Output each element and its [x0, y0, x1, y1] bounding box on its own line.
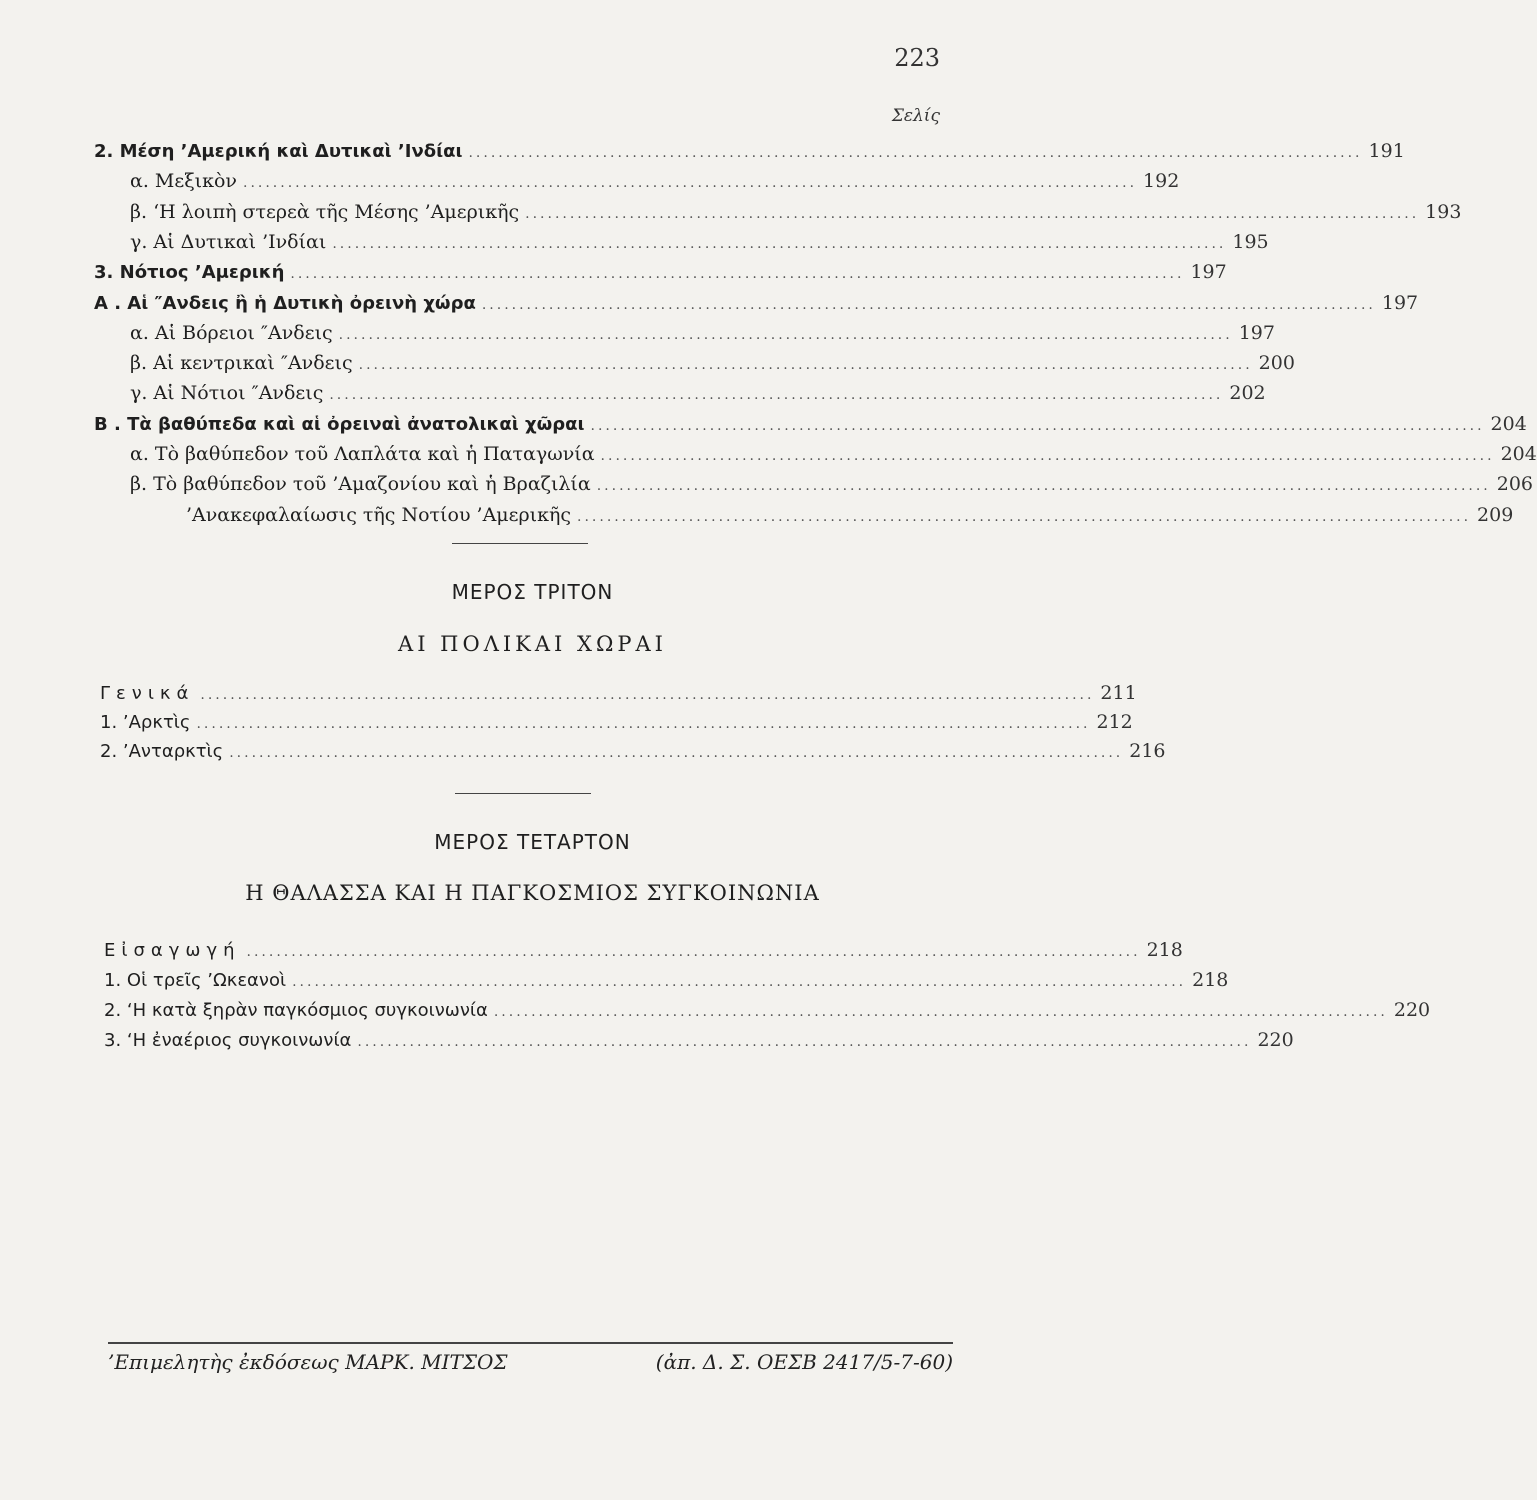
toc-entry — [130, 166, 1180, 196]
toc-entry — [100, 707, 1133, 737]
toc-entry-label: 2. ’Ανταρκτὶς — [100, 741, 224, 762]
dot-leader: ........................................................................................................................ — [229, 745, 1124, 761]
part-three-section-title: ΑΙ ΠΟΛΙΚΑΙ ΧΩΡΑΙ — [398, 632, 667, 656]
divider — [452, 543, 588, 544]
toc-entry-page: 200 — [1258, 352, 1295, 375]
dot-leader: ........................................................................................................................ — [290, 266, 1185, 283]
toc-entry-label: β. Αἱ κεντρικαὶ ″Ανδεις — [130, 352, 353, 375]
dot-leader: ........................................................................................................................ — [200, 687, 1095, 703]
toc-entry-page: 192 — [1143, 170, 1180, 193]
toc-entry — [130, 318, 1275, 348]
dot-leader: ........................................................................................................................ — [338, 326, 1233, 343]
toc-entry — [94, 409, 1527, 439]
dot-leader: ........................................................................................................................ — [493, 1004, 1388, 1020]
toc-entry — [186, 500, 1514, 530]
toc-entry-label: α. Μεξικὸν — [130, 170, 237, 193]
dot-leader: ........................................................................................................................ — [525, 205, 1420, 222]
toc-entry-page: 197 — [1190, 261, 1227, 284]
toc-entry-page: 218 — [1192, 969, 1229, 991]
toc-entry — [94, 136, 1405, 166]
dot-leader: ........................................................................................................................ — [468, 145, 1363, 161]
toc-entry-label: 1. ’Αρκτὶς — [100, 712, 191, 733]
toc-entry-page: 193 — [1425, 200, 1462, 223]
toc-entry — [100, 678, 1137, 708]
part-four-section-title: Η ΘΑΛΑΣΣΑ ΚΑΙ Η ΠΑΓΚΟΣΜΙΟΣ ΣΥΓΚΟΙΝΩΝΙΑ — [245, 881, 820, 905]
toc-entry — [130, 439, 1537, 469]
toc-entry-label: 2. Μέση ’Αμερική καὶ Δυτικαὶ ’Ινδίαι — [94, 141, 463, 162]
toc-entry-label: Β . Τὰ βαθύπεδα καὶ αἱ ὀρειναὶ ἀνατολικαὶ χῶραι — [94, 413, 585, 435]
toc-entry-page: 195 — [1232, 230, 1269, 253]
toc-entry-label: 3. ‘Η ἐναέριος συγκοινωνία — [104, 1030, 352, 1051]
approval-note: (ἀπ. Δ. Σ. ΟΕΣΒ 2417/5-7-60) — [655, 1350, 953, 1374]
dot-leader: ........................................................................................................................ — [577, 508, 1472, 525]
toc-entry-page: 212 — [1096, 711, 1133, 733]
toc-entry-label: Εἰσαγωγή — [104, 940, 241, 961]
dot-leader: ........................................................................................................................ — [590, 417, 1485, 434]
column-header: Σελίς — [891, 106, 940, 126]
dot-leader: ........................................................................................................................ — [358, 357, 1253, 374]
dot-leader: ........................................................................................................................ — [357, 1034, 1252, 1050]
toc-entry — [130, 197, 1462, 227]
toc-entry — [130, 348, 1295, 378]
dot-leader: ........................................................................................................................ — [196, 716, 1091, 732]
dot-leader: ........................................................................................................................ — [329, 387, 1224, 404]
toc-entry — [104, 935, 1183, 965]
toc-entry-page: 216 — [1129, 740, 1166, 762]
page-number: 223 — [894, 44, 940, 72]
toc-entry-page: 197 — [1381, 291, 1419, 314]
toc-entry-page: 209 — [1477, 503, 1514, 526]
toc-entry — [100, 736, 1166, 766]
dot-leader: ........................................................................................................................ — [332, 235, 1227, 252]
part-four-title: ΜΕΡΟΣ ΤΕΤΑΡΤΟΝ — [434, 830, 631, 854]
divider — [455, 793, 591, 794]
toc-entry-label: α. Τὸ βαθύπεδον τοῦ Λαπλάτα καὶ ἡ Παταγωνία — [130, 443, 595, 465]
toc-entry — [94, 288, 1419, 318]
toc-entry — [94, 257, 1227, 287]
toc-entry — [104, 965, 1229, 995]
toc-entry-label: Α . Αἱ ″Ανδεις ἢ ἡ Δυτικὴ ὀρεινὴ χώρα — [94, 292, 476, 314]
dot-leader: ........................................................................................................................ — [596, 478, 1491, 495]
toc-entry-page: 191 — [1368, 140, 1405, 162]
part-three-title: ΜΕΡΟΣ ΤΡΙΤΟΝ — [451, 580, 614, 604]
toc-entry-page: 218 — [1146, 939, 1183, 961]
toc-entry — [130, 227, 1269, 257]
toc-entry — [130, 469, 1534, 499]
toc-entry-page: 220 — [1393, 999, 1431, 1021]
toc-entry-label: α. Αἱ Βόρειοι ″Ανδεις — [130, 321, 333, 344]
toc-entry-label: 2. ‘Η κατὰ ξηρὰν παγκόσμιος συγκοινωνία — [104, 1000, 488, 1021]
dot-leader: ........................................................................................................................ — [243, 175, 1138, 192]
toc-entry-label: β. Τὸ βαθύπεδον τοῦ ’Αμαζονίου καὶ ἡ Βραζιλία — [130, 473, 591, 496]
toc-entry-page: 211 — [1100, 682, 1137, 704]
toc-entry-page: 206 — [1496, 473, 1534, 496]
toc-entry-page: 197 — [1238, 321, 1275, 344]
dot-leader: ........................................................................................................................ — [292, 974, 1187, 990]
dot-leader: ........................................................................................................................ — [600, 448, 1495, 464]
dot-leader: ........................................................................................................................ — [246, 944, 1141, 960]
toc-entry — [104, 1025, 1294, 1055]
toc-entry-page: 204 — [1490, 412, 1527, 435]
footer-rule — [108, 1342, 953, 1344]
toc-entry-label: 1. Οἱ τρεῖς ’Ωκεανοὶ — [104, 970, 287, 991]
toc-entry-label: β. ‘Η λοιπὴ στερεὰ τῆς Μέσης ’Αμερικῆς — [130, 200, 520, 223]
toc-entry-label: Γενικά — [100, 683, 195, 704]
toc-entry-label: ’Ανακεφαλαίωσις τῆς Νοτίου ’Αμερικῆς — [186, 503, 572, 526]
toc-entry-page: 220 — [1257, 1029, 1294, 1051]
toc-entry-page: 202 — [1229, 382, 1266, 405]
toc-entry-label: γ. Αἱ Δυτικαὶ ’Ινδίαι — [130, 230, 327, 253]
toc-entry-label: γ. Αἱ Νότιοι ″Ανδεις — [130, 382, 324, 405]
toc-entry — [104, 995, 1431, 1025]
toc-entry-page: 204 — [1500, 443, 1537, 465]
toc-entry-label: 3. Νότιος ’Αμερική — [94, 262, 285, 284]
dot-leader: ........................................................................................................................ — [481, 296, 1376, 313]
colophon — [108, 1350, 953, 1374]
toc-entry — [130, 378, 1266, 408]
editor-credit: ’Επιμελητὴς ἐκδόσεως ΜΑΡΚ. ΜΙΤΣΟΣ — [108, 1350, 508, 1374]
